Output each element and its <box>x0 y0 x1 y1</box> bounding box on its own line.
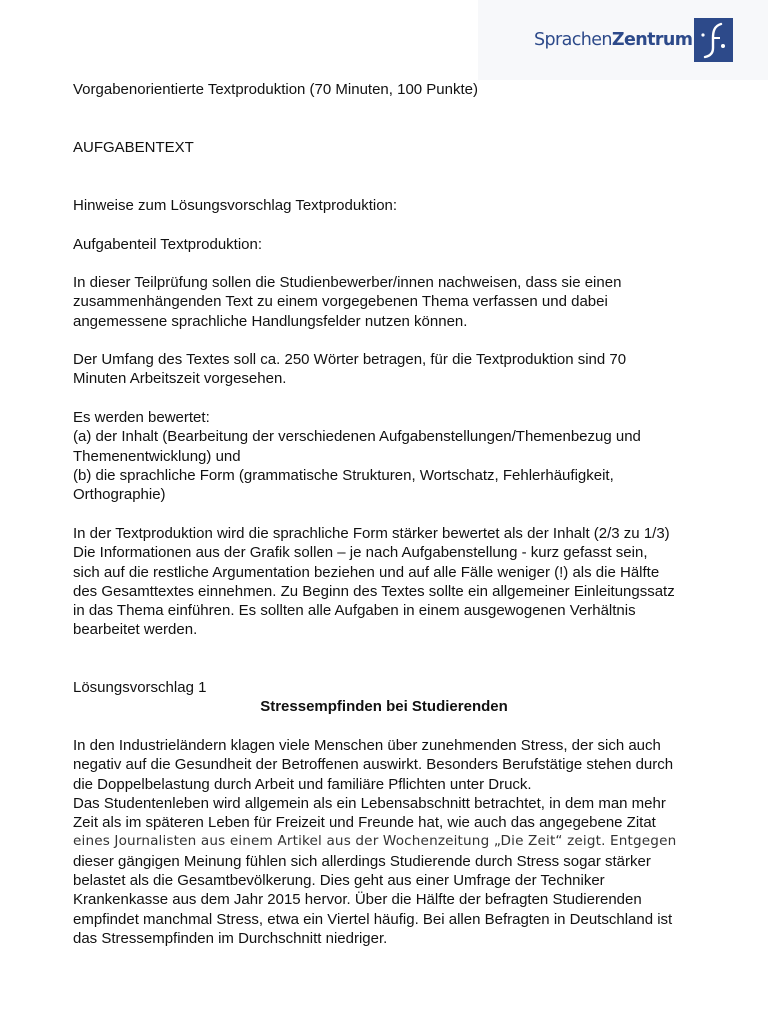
essay-line: die Doppelbelastung durch Arbeit und familiäre Pflichten unter Druck. <box>73 775 532 793</box>
paragraph-line: Orthographie) <box>73 486 166 504</box>
essay-line: Zeit als im späteren Leben für Freizeit und Freunde hat, wie auch das angegebene Zitat <box>73 814 656 832</box>
paragraph-line: In dieser Teilprüfung sollen die Studienbewerber/innen nachweisen, dass sie einen <box>73 274 622 291</box>
paragraph-line: in das Thema einführen. Es sollten alle Aufgaben in einem ausgewogenen Verhältnis <box>73 602 636 620</box>
essay-line: das Stressempfinden im Durchschnitt niedriger. <box>73 929 388 947</box>
essay-line: Das Studentenleben wird allgemein als ein Lebensabschnitt betrachtet, in dem man mehr <box>73 794 666 812</box>
essay-line: dieser gängigen Meinung fühlen sich allerdings Studierende durch Stress sogar stärker <box>73 852 651 870</box>
essay-line: negativ auf die Gesundheit der Betroffenen auswirkt. Besonders Berufstätige stehen durch <box>73 756 674 774</box>
section-label: AUFGABENTEXT <box>73 139 194 156</box>
paragraph-line: Der Umfang des Textes soll ca. 250 Wörter betragen, für die Textproduktion sind 70 <box>73 351 627 368</box>
essay-line: In den Industrieländern klagen viele Menschen über zunehmenden Stress, der sich auch <box>73 737 661 754</box>
essay-line: belastet als die Gesamtbevölkerung. Dies geht aus einer Umfrage der Techniker <box>73 872 605 890</box>
page-heading: Vorgabenorientierte Textproduktion (70 Minuten, 100 Punkte) <box>73 81 478 98</box>
paragraph-line: sich auf die restliche Argumentation beziehen und auf alle Fälle weniger (!) als die Hälfte <box>73 563 660 581</box>
paragraph-line: Es werden bewertet: <box>73 409 210 426</box>
logo-text-bold: Zentrum <box>611 30 693 50</box>
solution-label: Lösungsvorschlag 1 <box>73 679 207 696</box>
paragraph-line: (b) die sprachliche Form (grammatische Strukturen, Wortschatz, Fehlerhäufigkeit, <box>73 466 614 484</box>
paragraph-line: zusammenhängenden Text zu einem vorgegebenen Thema verfassen und dabei <box>73 293 608 311</box>
paragraph-line: bearbeitet werden. <box>73 621 198 639</box>
hinweise-heading: Hinweise zum Lösungsvorschlag Textproduktion: <box>73 197 398 214</box>
paragraph-line: angemessene sprachliche Handlungsfelder nutzen können. <box>73 312 468 330</box>
essay-text <box>73 736 703 948</box>
paragraph-evaluation <box>73 524 703 640</box>
paragraph-intro <box>73 273 703 331</box>
essay-line: eines Journalisten aus einem Artikel aus der Wochenzeitung „Die Zeit“ zeigt. Entgegen <box>73 833 677 850</box>
logo-text-light: Sprachen <box>534 30 612 50</box>
essay-line: empfindet manchmal Stress, etwa ein Viertel häufig. Bei allen Befragten in Deutschland ist <box>73 910 673 928</box>
paragraph-line: des Gesamttextes einnehmen. Zu Beginn des Textes sollte ein allgemeiner Einleitungssatz <box>73 582 675 600</box>
essay-line: Krankenkasse aus dem Jahr 2015 hervor. Über die Hälfte der befragten Studierenden <box>73 891 642 909</box>
sprachenzentrum-logo <box>534 18 733 62</box>
paragraph-criteria <box>73 408 703 504</box>
paragraph-line: Minuten Arbeitszeit vorgesehen. <box>73 370 287 388</box>
paragraph-line: (a) der Inhalt (Bearbeitung der verschiedenen Aufgabenstellungen/Themenbezug und <box>73 428 641 446</box>
paragraph-line: In der Textproduktion wird die sprachliche Form stärker bewertet als der Inhalt (2/3 zu 1/3) <box>73 525 670 542</box>
paragraph-line: Die Informationen aus der Grafik sollen – je nach Aufgabenstellung - kurz gefasst sein, <box>73 544 648 562</box>
logo-mark-icon <box>694 18 733 62</box>
paragraph-scope <box>73 350 703 389</box>
solution-title: Stressempfinden bei Studierenden <box>260 698 508 715</box>
aufgabenteil-heading: Aufgabenteil Textproduktion: <box>73 236 263 253</box>
paragraph-line: Themenentwicklung) und <box>73 447 241 465</box>
logo-text <box>534 18 692 62</box>
